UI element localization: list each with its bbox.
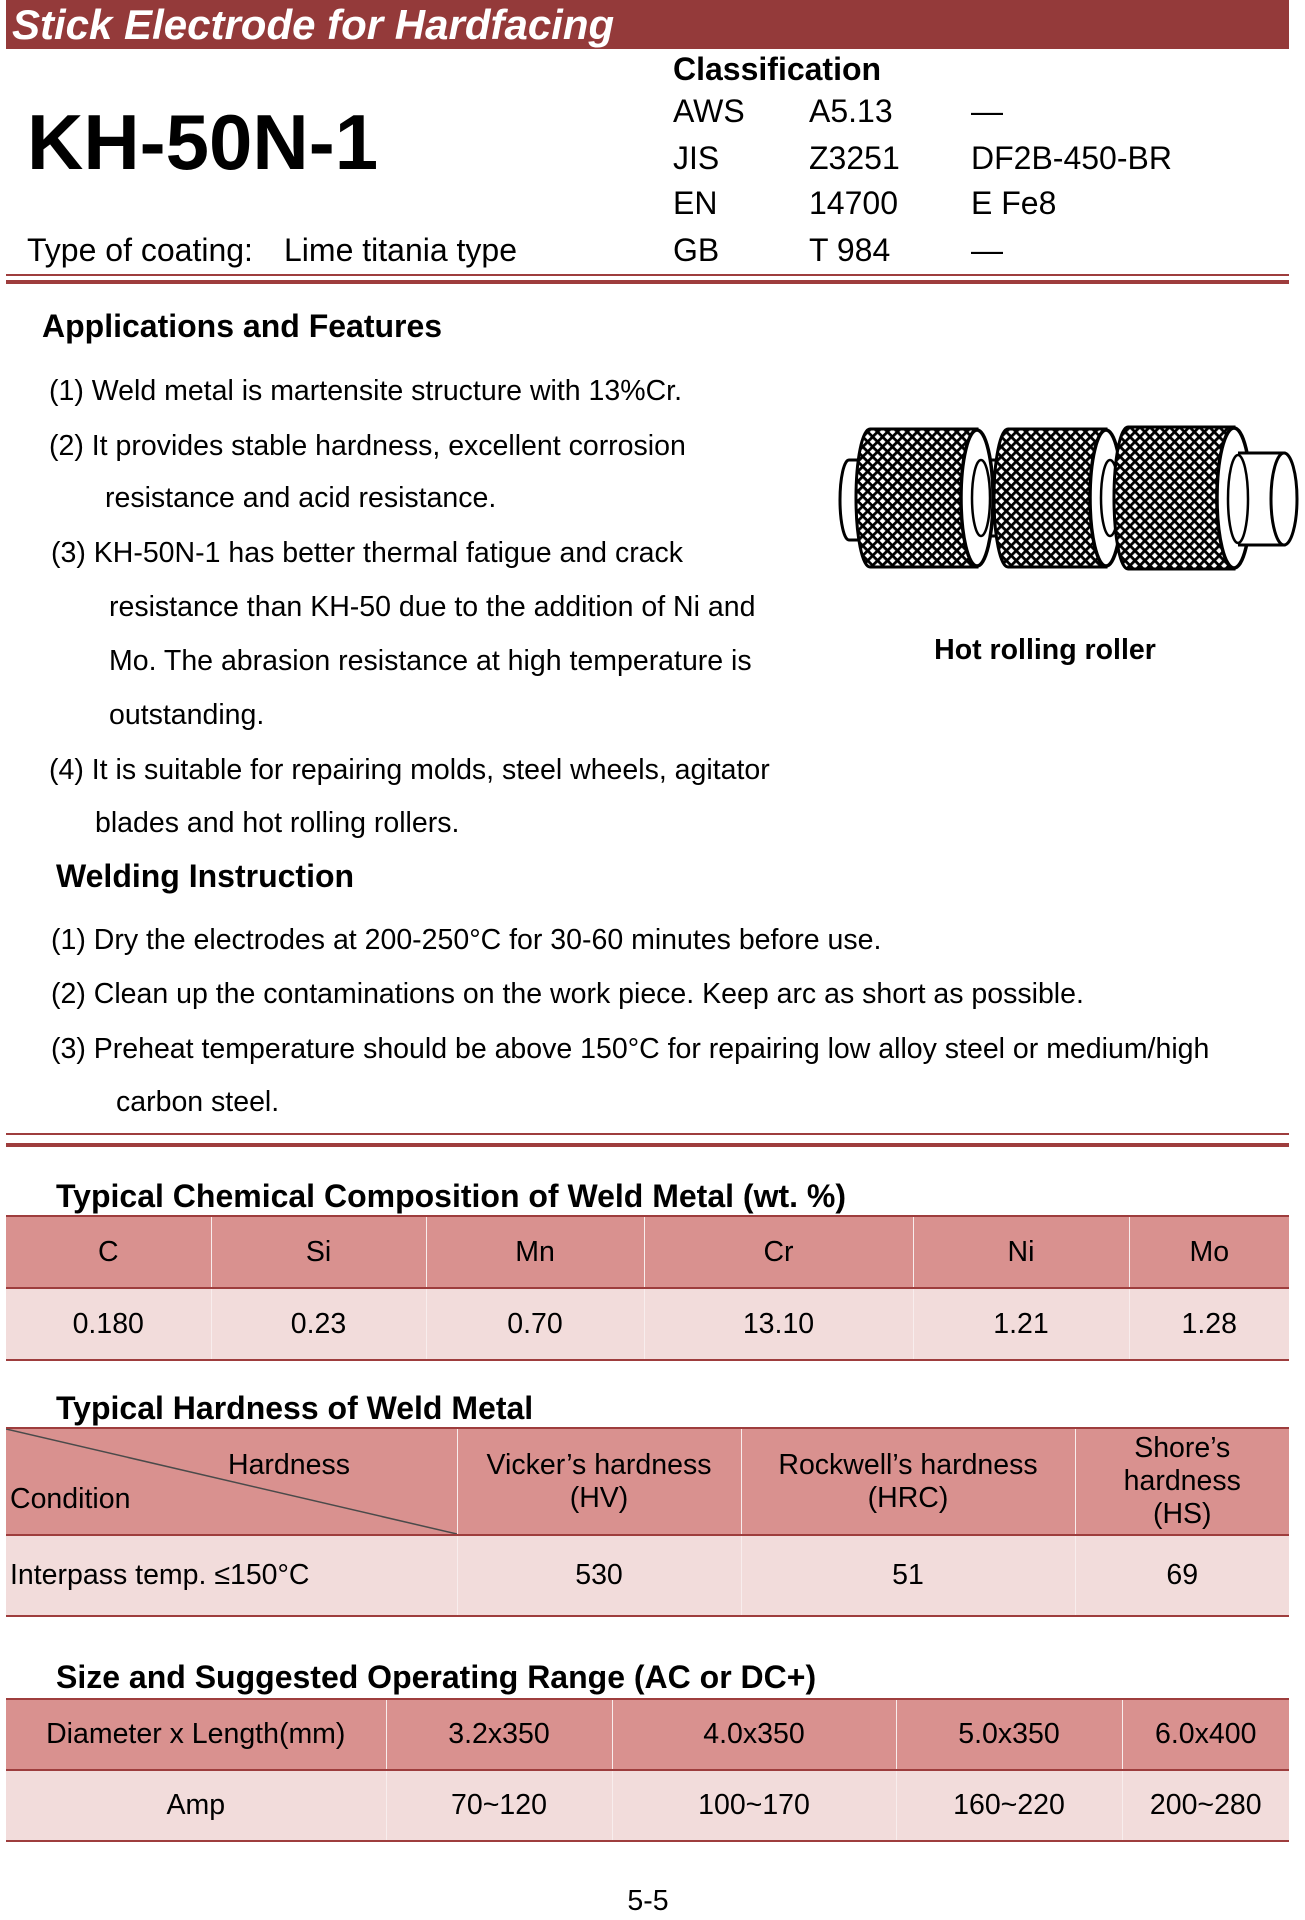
column-header-line: hardness [1123,1465,1241,1497]
page-title: Stick Electrode for Hardfacing [12,1,615,48]
classification-title: Classification [673,51,882,87]
table-row [6,1770,1289,1841]
row-label: Amp [6,1770,386,1841]
element-header: Cr [644,1216,913,1288]
column-header-vickers [457,1428,741,1535]
section-divider-thin [6,1133,1289,1135]
shore-value: 69 [1075,1535,1289,1616]
table-header-row [6,1428,1289,1535]
element-value: 0.70 [426,1288,644,1360]
section-divider-thin [6,274,1289,276]
size-value: 6.0x400 [1122,1699,1289,1770]
column-header-line: Rockwell’s hardness [778,1448,1038,1481]
roller-illustration [838,420,1300,577]
list-item-continuation: resistance than KH-50 due to the addition of Ni and [109,591,756,623]
table-row [6,1535,1289,1616]
list-item: (2) It provides stable hardness, excellent corrosion [49,430,686,462]
vickers-value: 530 [457,1535,741,1616]
list-item: (4) It is suitable for repairing molds, steel wheels, agitator [49,754,770,786]
amp-value: 200~280 [1122,1770,1289,1841]
amp-value: 160~220 [896,1770,1122,1841]
welding-heading: Welding Instruction [56,858,355,894]
page-number: 5-5 [627,1885,669,1917]
corner-label-hardness: Hardness [228,1449,350,1481]
column-header-line: Shore’s [1134,1432,1231,1464]
row-label: Diameter x Length(mm) [6,1699,386,1770]
corner-header [6,1429,457,1534]
classification-number: T 984 [809,232,891,268]
list-item-continuation: resistance and acid resistance. [105,482,497,514]
coating-label: Type of coating: [27,232,253,268]
figure-caption: Hot rolling roller [934,634,1156,666]
list-item-continuation: Mo. The abrasion resistance at high temperature is [109,645,752,677]
applications-heading: Applications and Features [42,308,443,344]
element-value: 13.10 [644,1288,913,1360]
classification-number: 14700 [809,185,898,221]
classification-number: Z3251 [809,140,900,176]
list-item-continuation: carbon steel. [116,1086,280,1118]
column-header-line: (HRC) [867,1481,949,1514]
size-value: 5.0x350 [896,1699,1122,1770]
classification-grade: — [971,232,1003,268]
element-header: Mn [426,1216,644,1288]
list-item-continuation: outstanding. [109,699,265,731]
chemical-heading: Typical Chemical Composition of Weld Metal (wt. %) [56,1178,846,1214]
amp-value: 100~170 [612,1770,896,1841]
table-header-row [6,1216,1289,1288]
column-header-line: (HS) [1152,1498,1212,1530]
size-range-table [6,1698,1289,1842]
size-value: 3.2x350 [386,1699,612,1770]
classification-standard: AWS [673,93,745,129]
coating-value: Lime titania type [284,232,518,268]
title-bar [6,0,1289,49]
corner-label-condition: Condition [10,1483,131,1515]
hardness-table [6,1427,1289,1617]
corner-header-cell [6,1428,457,1535]
roller-segment-3 [1114,427,1251,569]
classification-grade: DF2B-450-BR [971,140,1172,176]
column-header-shore [1075,1428,1289,1535]
classification-number: A5.13 [809,93,893,129]
element-value: 1.28 [1129,1288,1289,1360]
column-header-line: (HV) [569,1481,629,1514]
element-value: 0.180 [6,1288,211,1360]
classification-standard: JIS [673,140,720,176]
column-header-line: Vicker’s hardness [486,1448,712,1481]
hardness-heading: Typical Hardness of Weld Metal [56,1390,534,1426]
size-value: 4.0x350 [612,1699,896,1770]
classification-standard: GB [673,232,720,268]
element-value: 0.23 [211,1288,426,1360]
table-row [6,1288,1289,1360]
amp-value: 70~120 [386,1770,612,1841]
classification-grade: E Fe8 [971,185,1057,221]
list-item: (3) Preheat temperature should be above 150°C for repairing low alloy steel or medium/high [51,1033,1210,1065]
chemical-composition-table [6,1215,1289,1361]
list-item: (2) Clean up the contaminations on the work piece. Keep arc as short as possible. [51,978,1084,1010]
element-header: Ni [913,1216,1129,1288]
list-item-continuation: blades and hot rolling rollers. [95,807,460,839]
section-divider-thick [6,280,1289,284]
list-item: (1) Dry the electrodes at 200-250°C for 30-60 minutes before use. [51,924,882,956]
list-item: (3) KH-50N-1 has better thermal fatigue and crack [51,537,684,569]
element-header: Mo [1129,1216,1289,1288]
table-row [6,1699,1289,1770]
classification-standard: EN [673,185,718,221]
classification-grade: — [971,93,1003,129]
size-heading: Size and Suggested Operating Range (AC or DC+) [56,1659,817,1695]
element-header: Si [211,1216,426,1288]
right-shaft-stub [1228,453,1297,545]
column-header-rockwell [741,1428,1075,1535]
condition-cell: Interpass temp. ≤150°C [6,1535,457,1616]
product-name: KH-50N-1 [27,98,379,186]
section-divider-thick [6,1143,1289,1147]
list-item: (1) Weld metal is martensite structure with 13%Cr. [49,375,683,407]
element-value: 1.21 [913,1288,1129,1360]
rockwell-value: 51 [741,1535,1075,1616]
element-header: C [6,1216,211,1288]
